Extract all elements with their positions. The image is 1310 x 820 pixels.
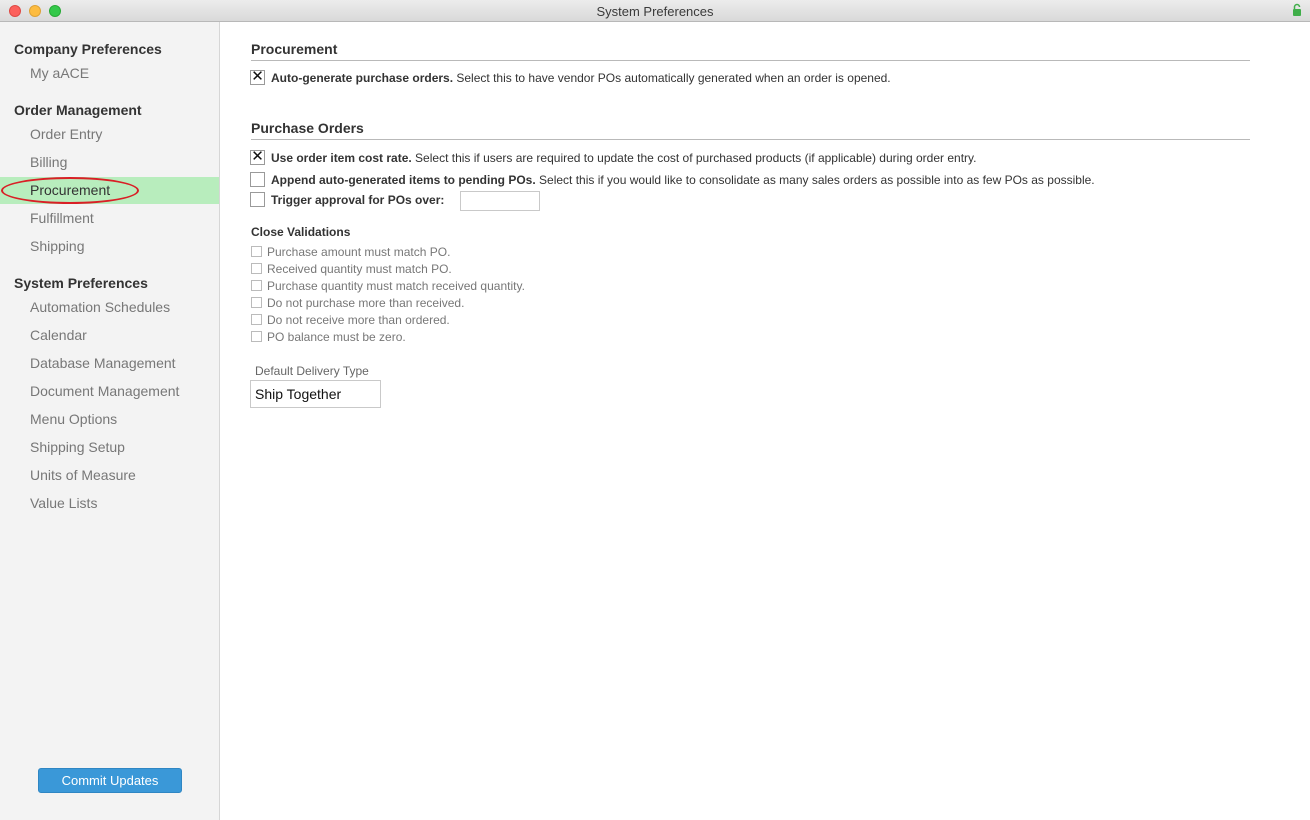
option-description: Select this to have vendor POs automatically generated when an order is opened. <box>453 71 891 85</box>
option-title: Use order item cost rate. <box>271 151 412 165</box>
checkmark-icon: ✕ <box>251 148 264 165</box>
use-cost-rate-checkbox[interactable] <box>250 150 265 165</box>
validation-label: Do not receive more than ordered. <box>267 313 450 327</box>
validation-label: Do not purchase more than received. <box>267 296 465 310</box>
lock-icon[interactable] <box>1292 3 1302 17</box>
validation-checkbox[interactable] <box>251 280 262 291</box>
option-description: Select this if you would like to consolidate as many sales orders as possible into as few POs as possible. <box>535 173 1095 187</box>
sidebar-item-document-management[interactable]: Document Management <box>30 383 180 399</box>
option-title: Auto-generate purchase orders. <box>271 71 454 85</box>
trigger-approval-checkbox[interactable] <box>250 192 265 207</box>
sidebar-item-billing[interactable]: Billing <box>30 154 68 170</box>
purchase-orders-heading: Purchase Orders <box>251 120 1250 140</box>
option-title: Trigger approval for POs over: <box>271 193 445 207</box>
validation-label: Purchase amount must match PO. <box>267 245 451 259</box>
procurement-heading: Procurement <box>251 41 1250 61</box>
option-title: Append auto-generated items to pending POs. <box>271 173 536 187</box>
validation-label: Received quantity must match PO. <box>267 262 452 276</box>
validation-label: Purchase quantity must match received quantity. <box>267 279 525 293</box>
validation-checkbox[interactable] <box>251 314 262 325</box>
sidebar-item-units-of-measure[interactable]: Units of Measure <box>30 467 136 483</box>
sidebar-item-shipping[interactable]: Shipping <box>30 238 85 254</box>
validation-checkbox[interactable] <box>251 297 262 308</box>
title-bar <box>0 0 1310 22</box>
option-description: Select this if users are required to update the cost of purchased products (if applicable) during order entry. <box>411 151 977 165</box>
validation-checkbox[interactable] <box>251 246 262 257</box>
append-to-pending-checkbox[interactable] <box>250 172 265 187</box>
validation-label: PO balance must be zero. <box>267 330 406 344</box>
commit-updates-button[interactable]: Commit Updates <box>38 768 182 793</box>
close-validations-heading: Close Validations <box>251 225 351 239</box>
sidebar-item-calendar[interactable]: Calendar <box>30 327 87 343</box>
sidebar-item-database-management[interactable]: Database Management <box>30 355 176 371</box>
default-delivery-type-field[interactable]: Ship Together <box>250 380 381 408</box>
sidebar-item-procurement[interactable] <box>0 177 219 204</box>
sidebar-item-menu-options[interactable]: Menu Options <box>30 411 118 427</box>
checkmark-icon: ✕ <box>251 68 264 85</box>
sidebar-item-order-entry[interactable]: Order Entry <box>30 126 103 142</box>
trigger-approval-amount-input[interactable] <box>460 191 540 211</box>
validation-checkbox[interactable] <box>251 263 262 274</box>
validation-checkbox[interactable] <box>251 331 262 342</box>
sidebar-heading-order-management: Order Management <box>14 102 142 118</box>
sidebar-heading-company-preferences: Company Preferences <box>14 41 162 57</box>
sidebar-heading-system-preferences: System Preferences <box>14 275 148 291</box>
window-title: System Preferences <box>596 4 714 19</box>
sidebar <box>0 22 220 820</box>
sidebar-item-shipping-setup[interactable]: Shipping Setup <box>30 439 125 455</box>
sidebar-item-my-aace[interactable]: My aACE <box>30 65 90 81</box>
sidebar-item-label: Procurement <box>30 182 111 198</box>
sidebar-item-value-lists[interactable]: Value Lists <box>30 495 98 511</box>
default-delivery-type-label: Default Delivery Type <box>255 364 369 378</box>
auto-generate-pos-checkbox[interactable] <box>250 70 265 85</box>
main-panel <box>220 22 1310 820</box>
sidebar-item-automation-schedules[interactable]: Automation Schedules <box>30 299 171 315</box>
sidebar-item-fulfillment[interactable]: Fulfillment <box>30 210 94 226</box>
